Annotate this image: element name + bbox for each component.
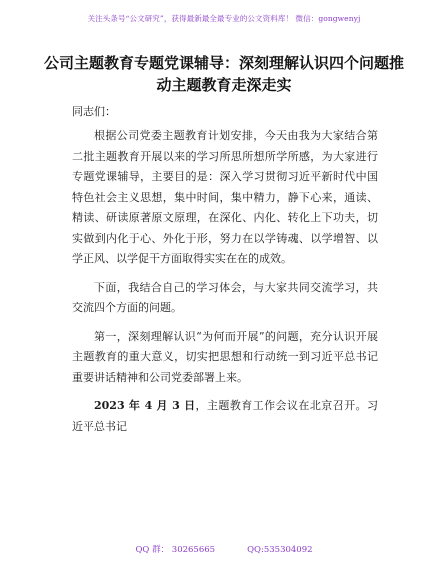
footer-qq-group: QQ 群： 30265665	[135, 545, 216, 555]
date-paragraph-text: ，主题教育工作会议在北京召开。习近平总书记	[72, 399, 379, 433]
footer-qq: QQ:535304092	[247, 545, 313, 555]
paragraph-overview: 下面，我结合自己的学习体会，与大家共同交流学习，共交流四个方面的问题。	[72, 280, 378, 314]
paragraph-intro: 根据公司党委主题教育计划安排，今天由我为大家结合第二批主题教育开展以来的学习所思所想所学所感，为大家进行专题党课辅导，主要目的是：深入学习贯彻习近平新时代中国特色社会主义思想，集中时间，集中精力，静下心来，通读、精读、研读原著原文原理，在深化、内化、转化上下功夫，切实做到内化于心、外化于形，努力在以学铸魂、以学增智、以学正风、以学促干方面取得实实在在的成效。	[72, 129, 378, 265]
salutation: 同志们：	[72, 105, 116, 118]
paragraph-point-one: 第一，深刻理解认识“为何而开展”的问题，充分认识开展主题教育的重大意义，切实把思想和行动统一到习近平总书记重要讲话精神和公司党委部署上来。	[72, 329, 378, 384]
header-banner: 关注头条号“公文研究”，获得最新最全最专业的公文资料库！ 微信：gongwenyj	[87, 14, 361, 23]
footer-contact	[0, 543, 448, 555]
paragraph-date	[72, 396, 378, 437]
date-lead: 2023 年 4 月 3 日	[94, 399, 196, 412]
document-body	[72, 126, 378, 445]
document-title: 公司主题教育专题党课辅导：深刻理解认识四个问题推动主题教育走深走实	[43, 54, 404, 94]
